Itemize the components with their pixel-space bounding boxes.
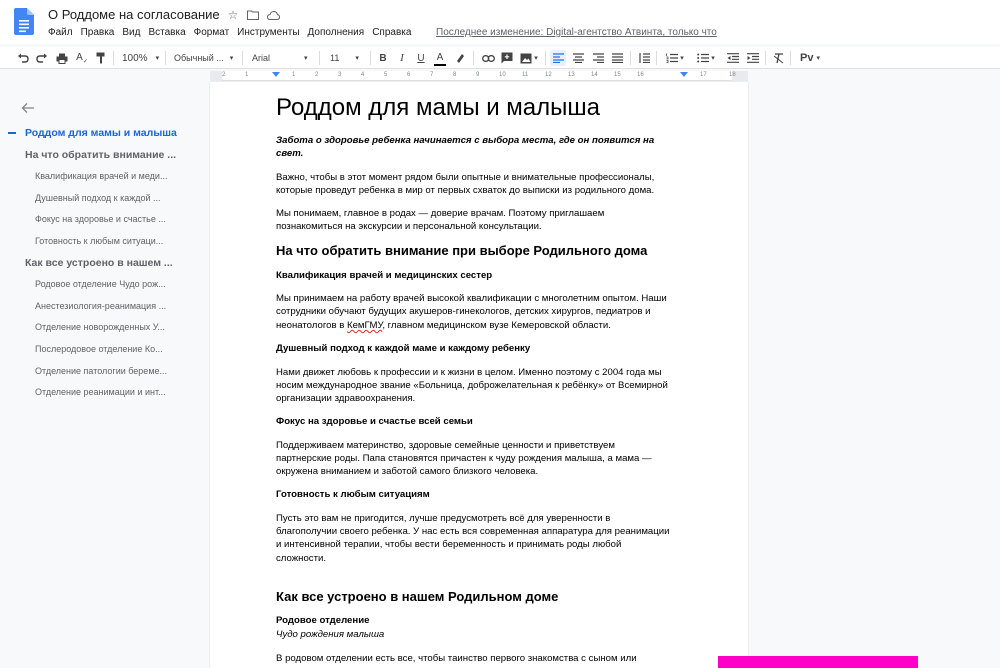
paragraph-line: партнерские роды. Папа становятся причастен к чуду рождения малыша, а мама — bbox=[276, 453, 652, 464]
zoom-select[interactable] bbox=[122, 50, 160, 66]
misspelled-word[interactable]: КемГМУ bbox=[347, 320, 383, 331]
chevron-down-icon: ▾ bbox=[155, 55, 160, 62]
chevron-down-icon: ▾ bbox=[304, 55, 308, 62]
ruler-label: 2 bbox=[315, 72, 319, 78]
align-left-icon[interactable] bbox=[550, 50, 566, 66]
highlight-icon[interactable] bbox=[454, 50, 466, 66]
insert-image-icon[interactable] bbox=[518, 50, 540, 66]
ruler-label: 15 bbox=[614, 72, 621, 78]
menu-insert[interactable]: Вставка bbox=[148, 27, 186, 38]
clear-formatting-icon[interactable] bbox=[771, 50, 785, 66]
style-value: Обычный ... bbox=[174, 53, 224, 63]
font-size-value: 11 bbox=[330, 53, 340, 63]
bulleted-list-icon[interactable] bbox=[693, 50, 719, 66]
chevron-down-icon: ▾ bbox=[355, 55, 359, 62]
app-header bbox=[0, 0, 1000, 44]
paragraph-line: Мы понимаем, главное в родах — доверие врачам. Поэтому приглашаем bbox=[276, 208, 605, 219]
menu-tools[interactable]: Инструменты bbox=[237, 27, 300, 38]
toolbar-separator bbox=[790, 51, 791, 65]
star-icon[interactable]: ☆ bbox=[227, 8, 239, 22]
outline-item-birth[interactable]: Родовое отделение Чудо рож... bbox=[35, 279, 166, 289]
back-arrow-icon[interactable] bbox=[20, 100, 36, 116]
paragraph-line: благополучии своего ребенка. У нас есть вся современная аппаратура для реанимации bbox=[276, 526, 670, 537]
align-justify-icon[interactable] bbox=[610, 50, 624, 66]
paragraph-line: сложности. bbox=[276, 553, 326, 564]
redo-icon[interactable] bbox=[35, 50, 49, 66]
undo-icon[interactable] bbox=[16, 50, 30, 66]
document-page[interactable] bbox=[210, 82, 748, 668]
indent-marker-right[interactable] bbox=[680, 72, 688, 77]
toolbar-separator bbox=[242, 51, 243, 65]
toolbar-separator bbox=[545, 51, 546, 65]
ruler-label: 16 bbox=[637, 72, 644, 78]
heading-soul: Душевный подход к каждой маме и каждому ребенку bbox=[276, 343, 531, 354]
ruler-label: 18 bbox=[729, 72, 736, 78]
heading-qualification: Квалификация врачей и медицинских сестер bbox=[276, 270, 493, 281]
text-span: , главном медицинском вузе Кемеровской области. bbox=[382, 320, 611, 331]
toolbar-separator bbox=[765, 51, 766, 65]
font-value: Arial bbox=[252, 53, 271, 63]
outline-item-soul[interactable]: Душевный подход к каждой ... bbox=[35, 193, 161, 203]
increase-indent-icon[interactable] bbox=[746, 50, 760, 66]
text-span: неонатологов в bbox=[276, 320, 347, 331]
paragraph-line: организации здравоохранения. bbox=[276, 393, 416, 404]
outline-item-how[interactable]: Как все устроено в нашем ... bbox=[25, 257, 173, 269]
outline-item-roddom[interactable]: Роддом для мамы и малыша bbox=[25, 127, 177, 139]
heading-how: Как все устроено в нашем Родильном доме bbox=[276, 589, 559, 604]
spellcheck-icon[interactable]: $A_✓$ bbox=[76, 51, 88, 65]
ruler-label: 10 bbox=[499, 72, 506, 78]
toolbar-separator bbox=[370, 51, 371, 65]
ruler-label: 9 bbox=[476, 72, 480, 78]
chevron-down-icon: ▾ bbox=[534, 55, 538, 62]
outline-item-anesthesia[interactable]: Анестезиология-реанимация ... bbox=[35, 301, 167, 311]
paragraph-line: В родовом отделении есть все, чтобы таинство первого знакомства с сыном или bbox=[276, 653, 637, 664]
ruler-label: 7 bbox=[430, 72, 434, 78]
ruler-label: 2 bbox=[222, 72, 226, 78]
align-right-icon[interactable] bbox=[591, 50, 605, 66]
toolbar-separator bbox=[165, 51, 166, 65]
editing-mode-button[interactable] bbox=[797, 50, 823, 66]
paragraph-line: Важно, чтобы в этот момент рядом были опытные и внимательные профессионалы, bbox=[276, 172, 655, 183]
heading-birth: Родовое отделение bbox=[276, 615, 370, 626]
outline-item-newborn[interactable]: Отделение новорожденных У... bbox=[35, 322, 165, 332]
paragraph-line: которые проведут ребенка в мир от первых схваток до выписки из родильного дома. bbox=[276, 185, 655, 196]
paragraph-line: и интенсивной терапии, чтобы вести беременность и принимать роды любой bbox=[276, 539, 622, 550]
bold-icon[interactable]: B bbox=[379, 52, 387, 64]
paragraph-line: окружена вниманием и заботой самого близкого человека. bbox=[276, 466, 539, 477]
heading-attention: На что обратить внимание при выборе Родильного дома bbox=[276, 243, 648, 258]
menu-file[interactable]: Файл bbox=[48, 27, 73, 38]
ruler-label: 3 bbox=[338, 72, 342, 78]
toolbar-separator bbox=[113, 51, 114, 65]
heading-focus: Фокус на здоровье и счастье всей семьи bbox=[276, 416, 473, 427]
paragraph-line: сотрудники обучают будущих акушеров-гинекологов, детских хирургов, педиатров и bbox=[276, 306, 651, 317]
highlight-overlay bbox=[718, 656, 918, 668]
paint-format-icon[interactable] bbox=[94, 50, 108, 66]
chevron-down-icon: ▾ bbox=[680, 55, 684, 62]
style-select[interactable] bbox=[174, 50, 238, 66]
toolbar-separator bbox=[319, 51, 320, 65]
add-comment-icon[interactable] bbox=[500, 50, 514, 66]
ruler-label: 6 bbox=[407, 72, 411, 78]
link-icon[interactable] bbox=[481, 50, 495, 66]
ruler-label: 1 bbox=[245, 72, 249, 78]
subheading-birth: Чудо рождения малыша bbox=[276, 629, 385, 640]
paragraph-line: Поддерживаем материнство, здоровые семейные ценности и приветствуем bbox=[276, 440, 615, 451]
ruler-label: 11 bbox=[522, 72, 529, 78]
italic-icon[interactable]: I bbox=[400, 52, 404, 64]
text-color-icon[interactable]: A bbox=[434, 50, 446, 66]
line-spacing-icon[interactable] bbox=[637, 50, 651, 66]
paragraph-line: Мы принимаем на работу врачей высокой квалификации с многолетним опытом. Наши bbox=[276, 293, 667, 304]
ruler-left-margin bbox=[210, 71, 222, 81]
ruler[interactable] bbox=[210, 71, 748, 81]
toolbar-separator bbox=[473, 51, 474, 65]
indent-marker-left[interactable] bbox=[272, 72, 280, 77]
chevron-down-icon: ▾ bbox=[711, 55, 715, 62]
lead-line-1: Забота о здоровье ребенка начинается с выбора места, где он появится на bbox=[276, 135, 655, 146]
menu-help[interactable]: Справка bbox=[372, 27, 412, 38]
ruler-label: 14 bbox=[591, 72, 598, 78]
print-icon[interactable] bbox=[55, 50, 69, 66]
outline-active-indicator bbox=[8, 132, 16, 134]
toolbar bbox=[0, 47, 1000, 69]
font-select[interactable] bbox=[252, 50, 314, 66]
outline-item-pathology[interactable]: Отделение патологии береме... bbox=[35, 366, 168, 376]
menu-edit[interactable]: Правка bbox=[80, 27, 115, 38]
outline-item-ready[interactable]: Готовность к любым ситуаци... bbox=[35, 236, 164, 246]
ruler-label: 17 bbox=[700, 72, 707, 78]
toolbar-separator bbox=[630, 51, 631, 65]
last-edit-link[interactable]: Последнее изменение: Digital-агентство Атвинта, только что bbox=[436, 27, 717, 38]
outline-item-reanimation[interactable]: Отделение реанимации и инт... bbox=[35, 387, 166, 397]
ruler-label: 1 bbox=[292, 72, 296, 78]
outline-item-attention[interactable]: На что обратить внимание ... bbox=[25, 149, 177, 161]
docs-logo-icon[interactable] bbox=[14, 8, 34, 35]
outline-item-postpartum[interactable]: Послеродовое отделение Ко... bbox=[35, 344, 163, 354]
paragraph-line: Пусть это вам не пригодится, лучше предусмотреть всё для уверенности в bbox=[276, 513, 611, 524]
ruler-label: 5 bbox=[384, 72, 388, 78]
move-to-folder-icon[interactable] bbox=[246, 8, 260, 22]
menu-addons[interactable]: Дополнения bbox=[307, 27, 365, 38]
decrease-indent-icon[interactable] bbox=[726, 50, 740, 66]
chevron-down-icon: ▾ bbox=[816, 55, 820, 62]
editing-mode-label: Pv bbox=[800, 52, 814, 64]
document-outline bbox=[0, 82, 210, 668]
ruler-label: 12 bbox=[545, 72, 552, 78]
outline-item-focus[interactable]: Фокус на здоровье и счастье ... bbox=[35, 214, 166, 224]
lead-line-2: свет. bbox=[276, 148, 304, 159]
toolbar-separator bbox=[656, 51, 657, 65]
paragraph-line: носим международное звание «Больница, доброжелательная к ребёнку» от Всемирной bbox=[276, 380, 668, 391]
chevron-down-icon: ▾ bbox=[229, 55, 234, 62]
zoom-value: 100% bbox=[122, 52, 148, 64]
paragraph-line: познакомиться на экскурсии и персональной консультации. bbox=[276, 221, 542, 232]
paragraph-line bbox=[276, 319, 611, 332]
menu-format[interactable]: Формат bbox=[193, 27, 230, 38]
cloud-status-icon[interactable] bbox=[266, 8, 280, 22]
align-center-icon[interactable] bbox=[571, 50, 585, 66]
document-title[interactable]: О Роддоме на согласование bbox=[48, 7, 220, 22]
doc-title-heading: Роддом для мамы и малыша bbox=[276, 94, 601, 121]
font-size-select[interactable] bbox=[330, 50, 366, 66]
ruler-label: 8 bbox=[453, 72, 457, 78]
numbered-list-icon[interactable] bbox=[662, 50, 688, 66]
menu-bar bbox=[48, 27, 419, 38]
heading-ready: Готовность к любым ситуациям bbox=[276, 489, 430, 500]
menu-view[interactable]: Вид bbox=[122, 27, 141, 38]
ruler-label: 4 bbox=[361, 72, 365, 78]
underline-icon[interactable]: U bbox=[417, 52, 425, 64]
ruler-label: 13 bbox=[568, 72, 575, 78]
paragraph-line: Нами движет любовь к профессии и к жизни в целом. Именно поэтому с 2004 года мы bbox=[276, 367, 662, 378]
outline-item-qualification[interactable]: Квалификация врачей и меди... bbox=[35, 171, 168, 181]
